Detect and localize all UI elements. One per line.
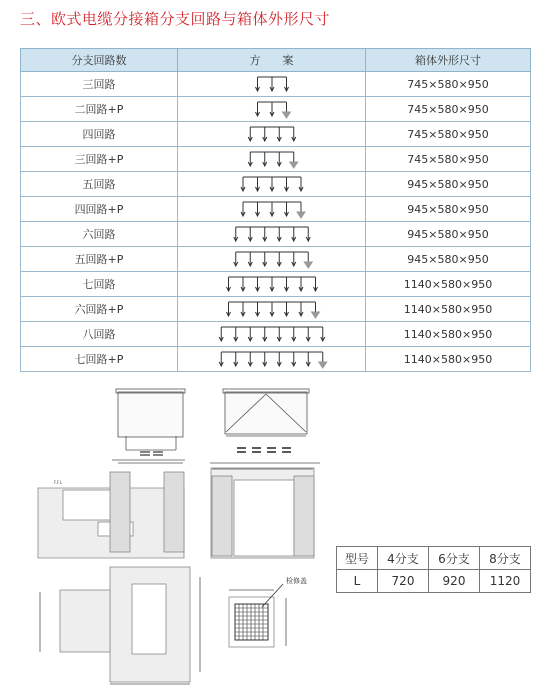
foundation-section-middle <box>211 468 314 558</box>
table-row <box>21 322 531 347</box>
branch-count-cell: 四回路 <box>21 122 178 147</box>
branch-count-cell: 六回路 <box>21 222 178 247</box>
branch-table <box>20 48 531 372</box>
box-size-cell: 745×580×950 <box>366 122 531 147</box>
branch-scheme-diagram <box>178 272 366 296</box>
box-size-cell: 1140×580×950 <box>366 272 531 297</box>
p-ground-symbol <box>297 212 305 218</box>
p-ground-symbol <box>290 162 298 168</box>
p-ground-symbol <box>312 312 320 318</box>
branch-scheme-diagram <box>178 172 366 196</box>
table-row <box>21 147 531 172</box>
branch-scheme-diagram <box>178 322 366 346</box>
table-row <box>21 172 531 197</box>
p-ground-symbol <box>283 112 291 118</box>
header-box-size: 箱体外形尺寸 <box>366 49 531 72</box>
scheme-diagram-cell <box>178 122 366 147</box>
branch-scheme-diagram <box>178 222 366 246</box>
inspection-cover-label: 检修盖 <box>286 577 307 585</box>
dimension-header-row <box>337 547 531 570</box>
branch-count-cell: 五回路+P <box>21 247 178 272</box>
dimension-value-4: 720 <box>378 570 429 593</box>
branch-count-cell: 三回路 <box>21 72 178 97</box>
scheme-diagram-cell <box>178 222 366 247</box>
branch-scheme-diagram <box>178 147 366 171</box>
header-branch-count: 分支回路数 <box>21 49 178 72</box>
dimension-label-l: L <box>337 570 378 593</box>
level-label: F.F.L <box>54 480 63 485</box>
dimension-table <box>336 546 531 593</box>
table-row <box>21 297 531 322</box>
table-header-row <box>21 49 531 72</box>
page-title: 三、欧式电缆分接箱分支回路与箱体外形尺寸 <box>20 10 331 28</box>
foundation-plan <box>40 567 200 684</box>
table-row <box>21 97 531 122</box>
scheme-diagram-cell <box>178 247 366 272</box>
enclosure-front-view <box>210 389 320 463</box>
box-size-cell: 745×580×950 <box>366 147 531 172</box>
branch-count-cell: 三回路+P <box>21 147 178 172</box>
box-size-cell: 745×580×950 <box>366 97 531 122</box>
table-row <box>21 247 531 272</box>
scheme-diagram-cell <box>178 197 366 222</box>
branch-count-cell: 五回路 <box>21 172 178 197</box>
box-size-cell: 745×580×950 <box>366 72 531 97</box>
box-size-cell: 1140×580×950 <box>366 297 531 322</box>
enclosure-side-view <box>116 389 185 463</box>
dimension-header-8: 8分支 <box>480 547 531 570</box>
branch-scheme-diagram <box>178 197 366 221</box>
dimension-value-6: 920 <box>429 570 480 593</box>
table-row <box>21 222 531 247</box>
table-row <box>21 272 531 297</box>
table-row <box>21 122 531 147</box>
branch-scheme-diagram <box>178 122 366 146</box>
scheme-diagram-cell <box>178 147 366 172</box>
branch-scheme-diagram <box>178 347 366 371</box>
p-ground-symbol <box>304 262 312 268</box>
table-row <box>21 347 531 372</box>
scheme-diagram-cell <box>178 297 366 322</box>
dimension-header-4: 4分支 <box>378 547 429 570</box>
scheme-diagram-cell <box>178 72 366 97</box>
header-scheme: 方 案 <box>178 49 366 72</box>
inspection-cover-drawing <box>229 584 286 647</box>
foundation-section-left <box>38 460 185 558</box>
box-size-cell: 1140×580×950 <box>366 322 531 347</box>
table-row <box>21 197 531 222</box>
branch-scheme-diagram <box>178 72 366 96</box>
scheme-diagram-cell <box>178 172 366 197</box>
box-size-cell: 945×580×950 <box>366 222 531 247</box>
branch-scheme-diagram <box>178 297 366 321</box>
box-size-cell: 945×580×950 <box>366 172 531 197</box>
branch-count-cell: 七回路+P <box>21 347 178 372</box>
box-size-cell: 1140×580×950 <box>366 347 531 372</box>
scheme-diagram-cell <box>178 322 366 347</box>
branch-scheme-diagram <box>178 97 366 121</box>
branch-count-cell: 二回路+P <box>21 97 178 122</box>
scheme-diagram-cell <box>178 347 366 372</box>
table-row <box>21 72 531 97</box>
scheme-diagram-cell <box>178 272 366 297</box>
box-size-cell: 945×580×950 <box>366 247 531 272</box>
dimension-header-6: 6分支 <box>429 547 480 570</box>
box-size-cell: 945×580×950 <box>366 197 531 222</box>
branch-count-cell: 六回路+P <box>21 297 178 322</box>
scheme-diagram-cell <box>178 97 366 122</box>
enclosure-drawings <box>0 372 550 690</box>
branch-scheme-diagram <box>178 247 366 271</box>
dimension-value-8: 1120 <box>480 570 531 593</box>
dimension-header-model: 型号 <box>337 547 378 570</box>
branch-count-cell: 八回路 <box>21 322 178 347</box>
p-ground-symbol <box>319 362 327 368</box>
dimension-value-row <box>337 570 531 593</box>
branch-count-cell: 四回路+P <box>21 197 178 222</box>
branch-count-cell: 七回路 <box>21 272 178 297</box>
